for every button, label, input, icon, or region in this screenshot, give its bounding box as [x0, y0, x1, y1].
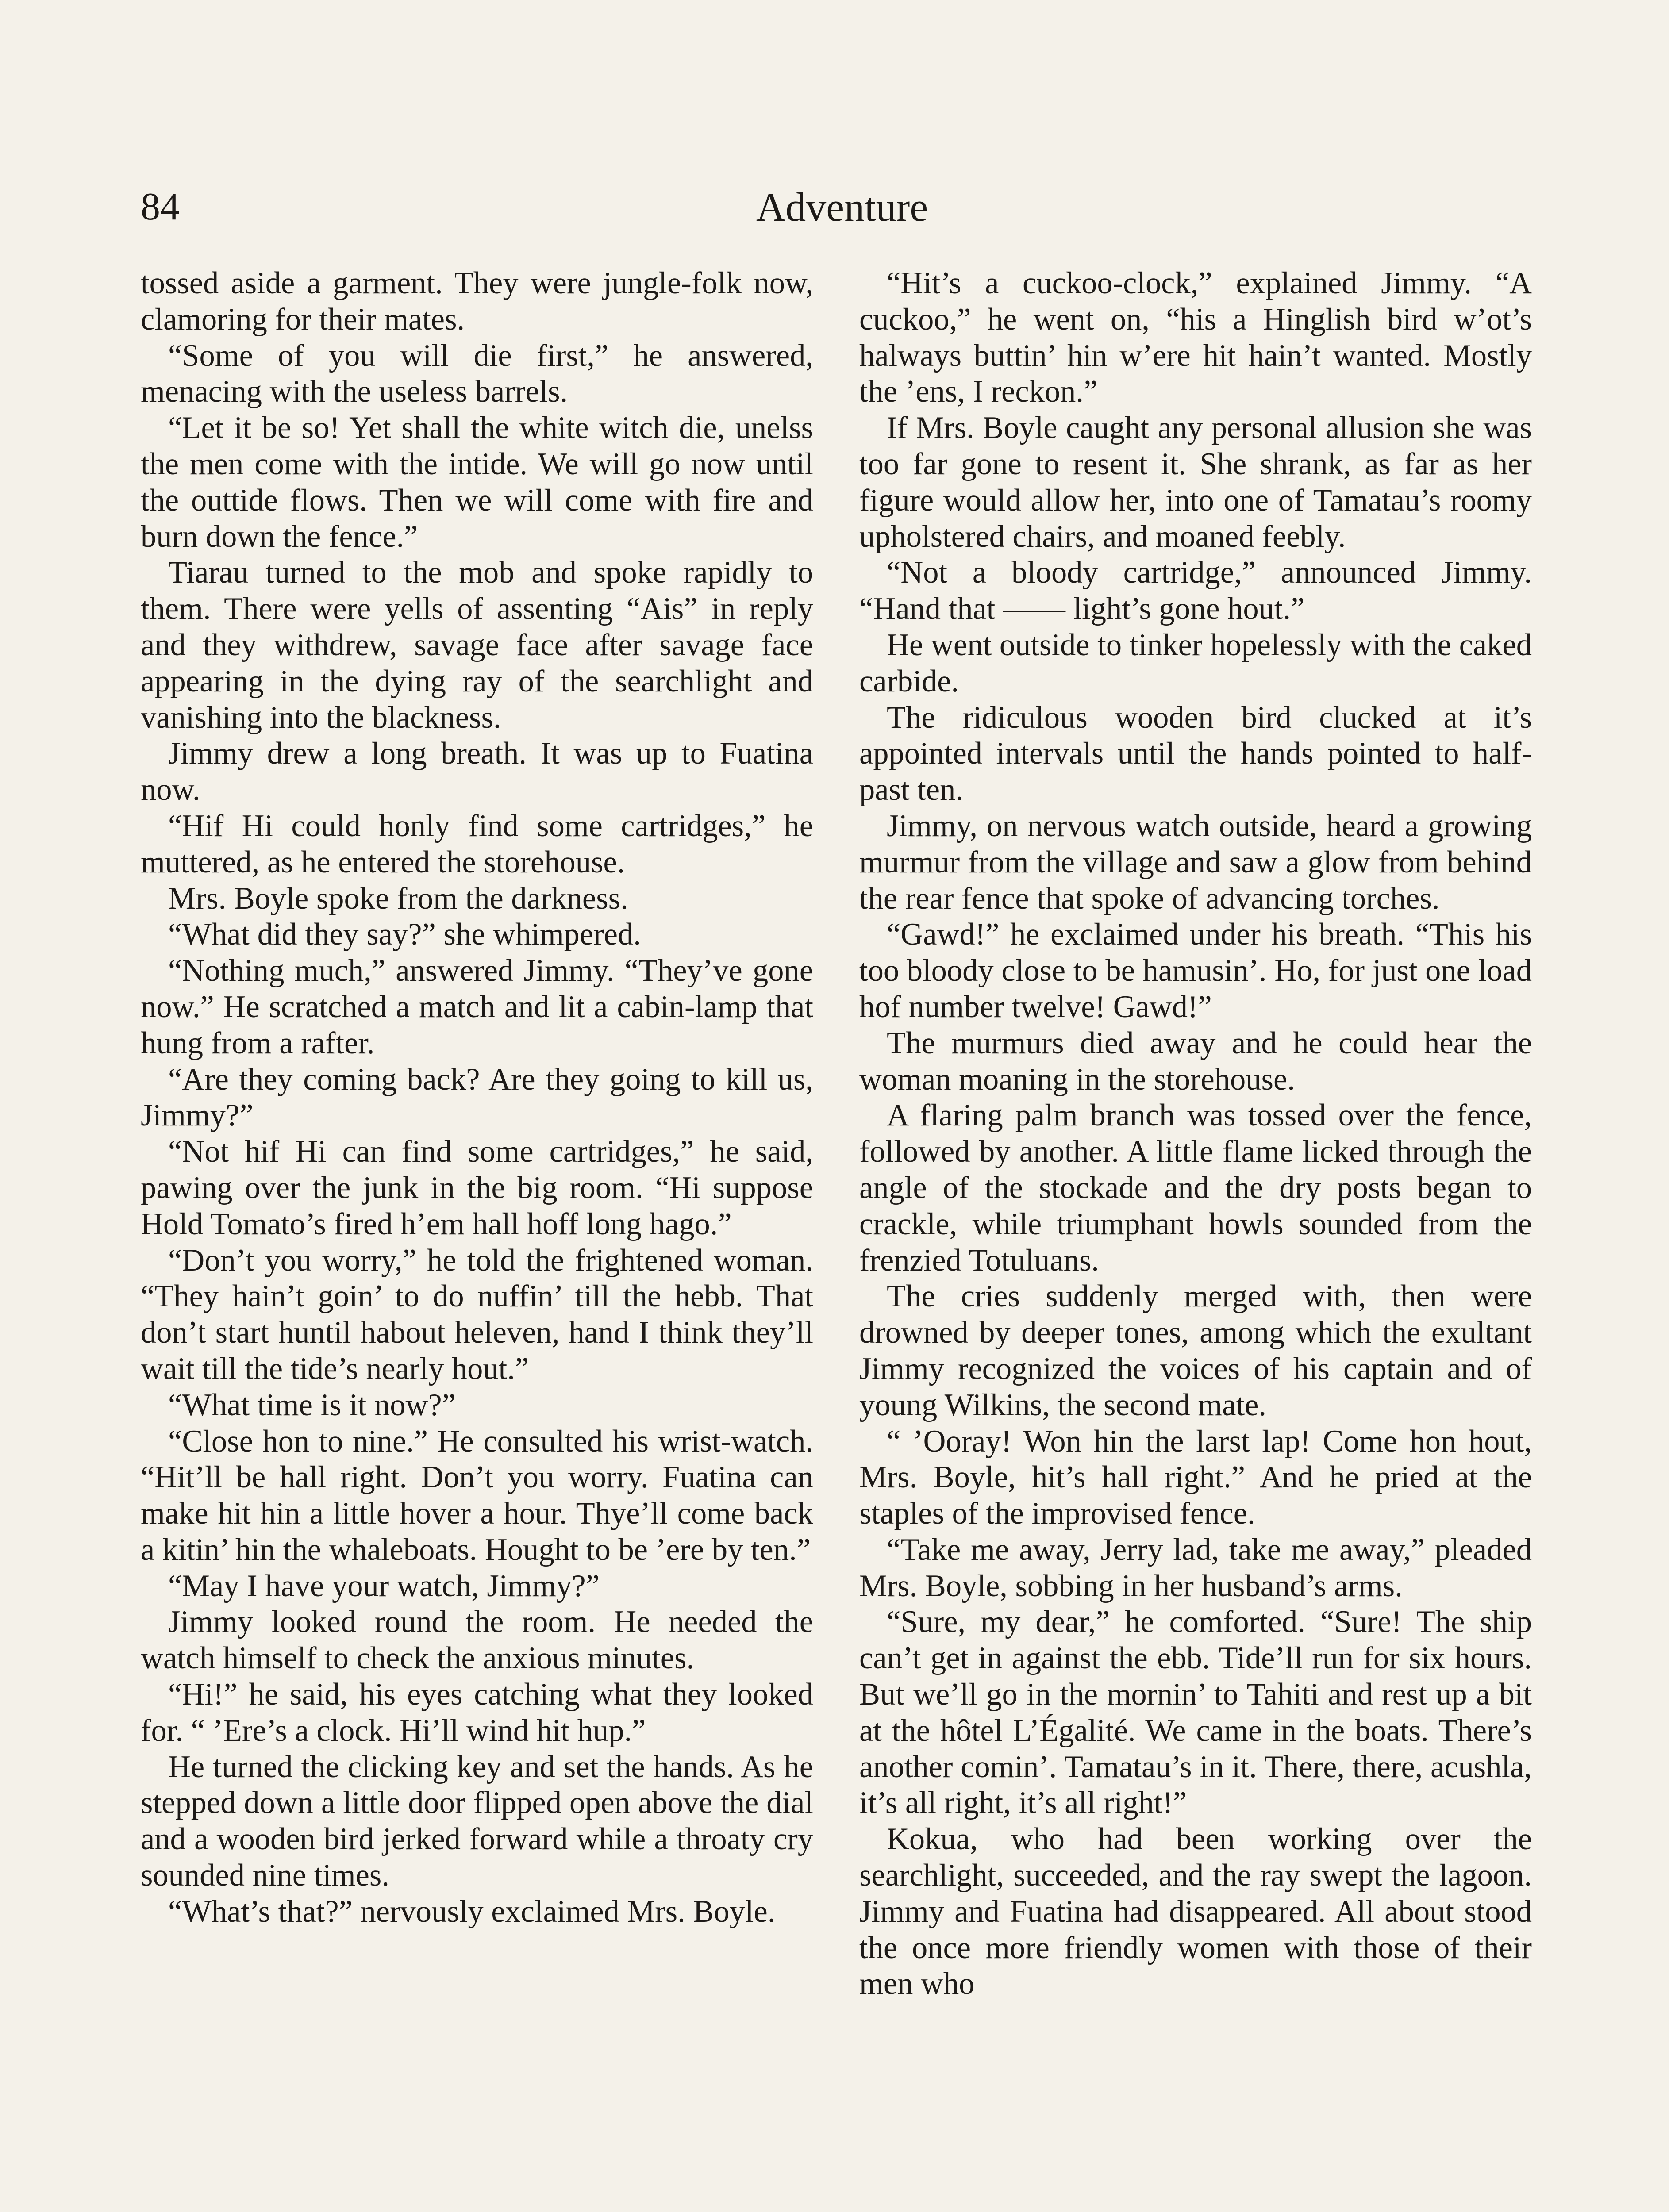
page-header [141, 176, 1543, 238]
paragraph: “May I have your watch, Jimmy?” [168, 1568, 600, 1603]
paragraph: “Nothing much,” answered Jimmy. “They’ve gone now.” He scratched a match and lit a cabin-lamp that hung from a rafter. [141, 953, 813, 1060]
paragraph: Jimmy looked round the room. He needed the watch himself to check the anxious minutes. [141, 1605, 813, 1676]
paragraph: “Sure, my dear,” he comforted. “Sure! The ship can’t get in against the ebb. Tide’ll run for six hours. But we’ll go in the mornin’ to Tahiti and rest up a bit at the hôtel L’Égalité. We came in the boats. There’s another comin’. Tamatau’s in it. There, there, acushla, it’s all right, it’s all right!” [859, 1605, 1532, 1820]
paragraph: “Not hif Hi can find some cartridges,” he said, pawing over the junk in the big room. “Hi suppose Hold Tomato’s fired h’em hall hoff long hago.” [141, 1134, 813, 1241]
paragraph: Jimmy, on nervous watch outside, heard a growing murmur from the village and saw a glow from behind the rear fence that spoke of advancing torches. [859, 808, 1532, 916]
paragraph: “Hi!” he said, his eyes catching what they looked for. “ ’Ere’s a clock. Hi’ll wind hit hup.” [141, 1677, 813, 1748]
right-column [859, 265, 1532, 2002]
paragraph: If Mrs. Boyle caught any personal allusion she was too far gone to resent it. She shrank, as far as her figure would allow her, into one of Tamatau’s roomy upholstered chairs, and moaned feebly. [859, 411, 1532, 554]
paragraph: “Are they coming back? Are they going to kill us, Jimmy?” [141, 1062, 813, 1133]
paragraph: A flaring palm branch was tossed over the fence, followed by another. A little flame licked through the angle of the stockade and the dry posts began to crackle, while triumphant howls sounded from the frenzied Totuluans. [859, 1098, 1532, 1278]
paragraph: “Gawd!” he exclaimed under his breath. “This his too bloody close to be hamusin’. Ho, for just one load hof number twelve! Gawd!” [859, 917, 1532, 1024]
paragraph: “Let it be so! Yet shall the white witch die, unelss the men come with the intide. We will go now until the outtide flows. Then we will come with fire and burn down the fence.” [141, 411, 813, 554]
left-column [141, 265, 813, 1930]
paragraph: “Hif Hi could honly find some cartridges,” he muttered, as he entered the storehouse. [141, 808, 813, 879]
paragraph: “Take me away, Jerry lad, take me away,” pleaded Mrs. Boyle, sobbing in her husband’s arms. [859, 1532, 1532, 1603]
paragraph: tossed aside a garment. They were jungle-folk now, clamoring for their mates. [141, 266, 813, 337]
paragraph: The cries suddenly merged with, then were drowned by deeper tones, among which the exultant Jimmy recognized the voices of his captain and of young Wilkins, the second mate. [859, 1279, 1532, 1422]
paragraph: He went outside to tinker hopelessly with the caked carbide. [859, 627, 1532, 699]
paragraph: Jimmy drew a long breath. It was up to Fuatina now. [141, 736, 813, 807]
paragraph: “What’s that?” nervously exclaimed Mrs. Boyle. [168, 1894, 776, 1929]
paragraph: “Some of you will die first,” he answered, menacing with the useless barrels. [141, 338, 813, 409]
paragraph: “Close hon to nine.” He consulted his wrist-watch. “Hit’ll be hall right. Don’t you worry. Fuatina can make hit hin a little hover a hour. Thye’ll come back a kitin’ hin the whaleboats. Hought to be ’ere by ten.” [141, 1424, 813, 1567]
paragraph: “Hit’s a cuckoo-clock,” explained Jimmy. “A cuckoo,” he went on, “his a Hinglish bird w’ot’s halways buttin’ hin w’ere hit hain’t wanted. Mostly the ’ens, I reckon.” [859, 266, 1532, 409]
paragraph: “ ’Ooray! Won hin the larst lap! Come hon hout, Mrs. Boyle, hit’s hall right.” And he pried at the staples of the improvised fence. [859, 1424, 1532, 1531]
paragraph: The murmurs died away and he could hear the woman moaning in the storehouse. [859, 1025, 1532, 1097]
paragraph: He turned the clicking key and set the hands. As he stepped down a little door flipped open above the dial and a wooden bird jerked forward while a throaty cry sounded nine times. [141, 1749, 813, 1893]
paragraph: The ridiculous wooden bird clucked at it’s appointed intervals until the hands pointed to half-past ten. [859, 700, 1532, 807]
page-number: 84 [141, 185, 180, 228]
paragraph: “Don’t you worry,” he told the frightened woman. “They hain’t goin’ to do nuffin’ till the hebb. That don’t start huntil habout heleven, hand I think they’ll wait till the tide’s nearly hout.” [141, 1243, 813, 1386]
paragraph: Kokua, who had been working over the searchlight, succeeded, and the ray swept the lagoon. Jimmy and Fuatina had disappeared. All about stood the once more friendly women with those of their men who [859, 1822, 1532, 2001]
paragraph: Mrs. Boyle spoke from the darkness. [168, 881, 628, 916]
paragraph: “Not a bloody cartridge,” announced Jimmy. “Hand that —— light’s gone hout.” [859, 555, 1532, 626]
paragraph: Tiarau turned to the mob and spoke rapidly to them. There were yells of assenting “Ais” in reply and they withdrew, savage face after savage face appearing in the dying ray of the searchlight and vanishing into the blackness. [141, 555, 813, 735]
running-head: Adventure [756, 184, 928, 230]
paragraph: “What time is it now?” [168, 1387, 456, 1422]
paragraph: “What did they say?” she whimpered. [168, 917, 641, 952]
